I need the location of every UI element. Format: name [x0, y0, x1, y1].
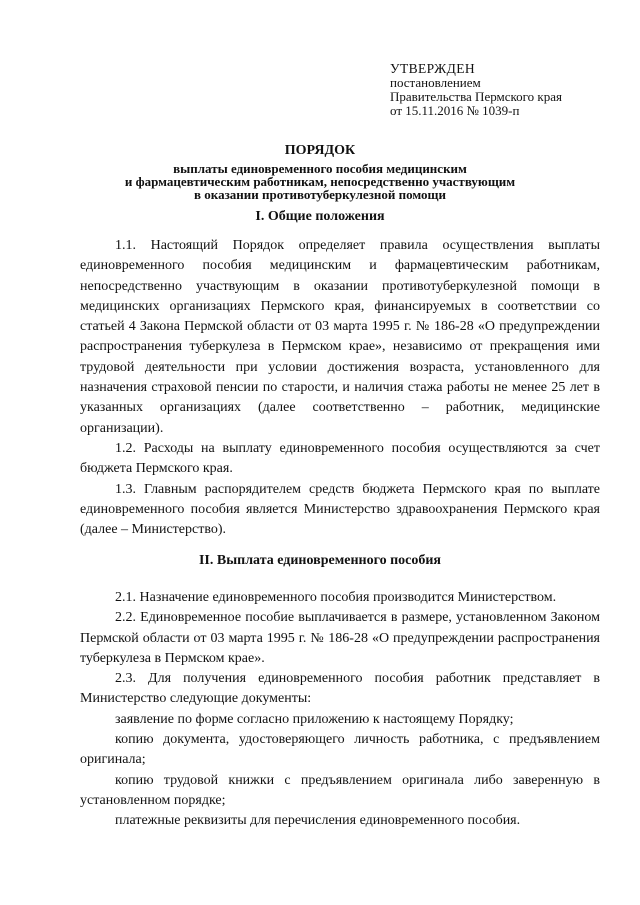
document-list-item: копию документа, удостоверяющего личность работника, с предъявлением оригинала; [80, 732, 600, 768]
approval-stamp [390, 62, 562, 118]
section-2-body [80, 588, 600, 832]
paragraph-1-1: 1.1. Настоящий Порядок определяет правила осуществления выплаты единовременного пособия медицинским и фармацевтическим работникам, непосредственно участвующим в оказании противотуберкулезной помощи в медицинских организациях Пермского края, финансируемых в соответствии со статьей 4 Закона Пермской области от 03 марта 1995 г. № 186-28 «О предупреждении распространения туберкулеза в Пермском крае», независимо от прекращения ими трудовой деятельности при условии достижения возраста, установленного для назначения страховой пенсии по старости, и наличия стажа работы не менее 25 лет в указанных организациях (далее соответственно – работник, медицинские организации). [80, 238, 600, 436]
subtitle-line: в оказании противотуберкулезной помощи [194, 187, 446, 202]
approval-date-number: от 15.11.2016 № 1039-п [390, 103, 520, 118]
approval-status: УТВЕРЖДЕН [390, 61, 475, 76]
paragraph-1-3: 1.3. Главным распорядителем средств бюджета Пермского края по выплате единовременного пособия является Министерство здравоохранения Пермского края (далее – Министерство). [80, 481, 600, 538]
document-title: ПОРЯДОК [284, 143, 356, 158]
paragraph-2-1: 2.1. Назначение единовременного пособия производится Министерством. [115, 590, 557, 605]
document-list-item: платежные реквизиты для перечисления единовременного пособия. [115, 813, 521, 829]
subtitle-line: выплаты единовременного пособия медицинским [173, 161, 467, 176]
section-heading-1: I. Общие положения [255, 209, 385, 224]
document-list-item: заявление по форме согласно приложению к настоящему Порядку; [115, 711, 514, 727]
paragraph-2-2: 2.2. Единовременное пособие выплачивается в размере, установленном Законом Пермской области от 03 марта 1995 г. № 186-28 «О предупреждении распространения туберкулеза в Пермском крае». [80, 610, 600, 666]
approval-authority: Правительства Пермского края [390, 89, 562, 104]
subtitle-line: и фармацевтическим работникам, непосредственно участвующим [124, 174, 516, 189]
document-subtitle [60, 162, 580, 201]
approval-act: постановлением [390, 75, 481, 90]
section-heading-2: II. Выплата единовременного пособия [198, 553, 442, 568]
document-list-item: копию трудовой книжки с предъявлением оригинала либо заверенную в установленном порядке; [80, 772, 600, 808]
paragraph-1-2: 1.2. Расходы на выплату единовременного пособия осуществляются за счет бюджета Пермского края. [80, 440, 600, 477]
section-1-body [80, 236, 600, 540]
paragraph-2-3: 2.3. Для получения единовременного пособия работник представляет в Министерство следующие документы: [80, 671, 600, 707]
